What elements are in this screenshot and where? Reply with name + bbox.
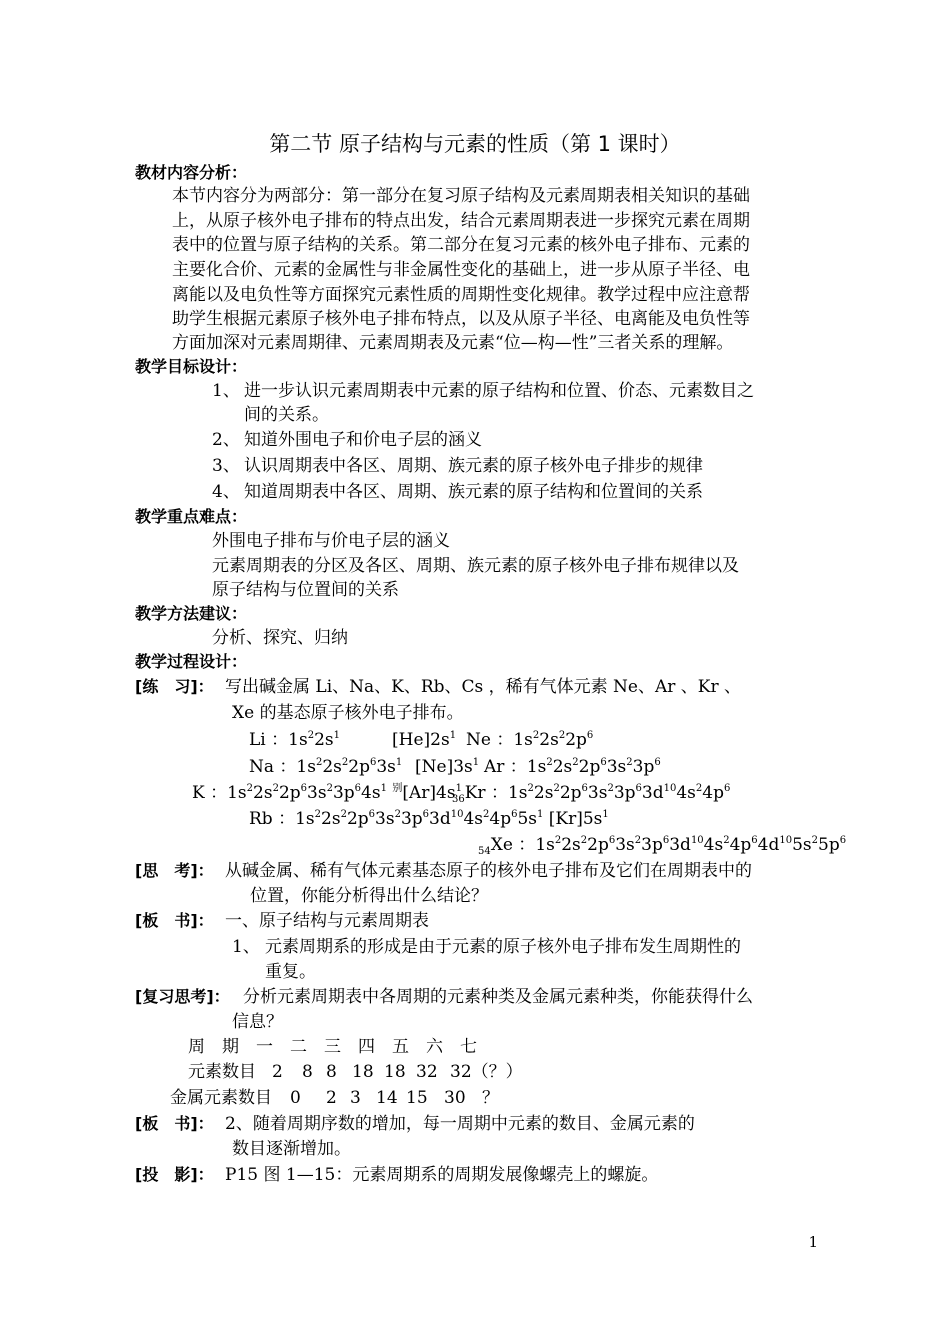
- board-text: 元素周期系的形成是由于元素的原子核外电子排布发生周期性的: [265, 937, 741, 957]
- li-short-configuration: $[He]2s^1$: [392, 730, 457, 750]
- board-text: 一、原子结构与元素周期表: [225, 911, 429, 931]
- goal-number: 3、: [212, 456, 240, 476]
- goal-text: 知道周期表中各区、周期、族元素的原子结构和位置间的关系: [244, 482, 703, 502]
- goal-number: 1、: [212, 381, 240, 401]
- board-text: 重复。: [265, 962, 316, 982]
- analysis-heading: 教材内容分析：: [135, 163, 248, 182]
- na-short-configuration: $[Ne]3s^1$: [415, 757, 480, 777]
- think-text: 从碱金属、稀有气体元素基态原子的核外电子排布及它们在周期表中的: [225, 861, 752, 881]
- period-row-label: 周 期: [188, 1037, 239, 1057]
- key-line: 外围电子排布与价电子层的涵义: [212, 531, 450, 551]
- goal-text: 知道外围电子和价电子层的涵义: [244, 430, 482, 450]
- board-text: 数目逐渐增加。: [232, 1139, 351, 1159]
- k-configuration: K ：$1s^22s^22p^63s^23p^64s^1$ $^别[Ar]4s^1$: [192, 783, 462, 803]
- li-configuration: Li ：$1s^22s^1$: [249, 730, 340, 750]
- exercise-tag: [练 习]：: [135, 677, 214, 696]
- goal-number: 4、: [212, 482, 240, 502]
- think-text: 位置，你能分析得出什么结论？: [250, 886, 488, 906]
- review-text: 分析元素周期表中各周期的元素种类及金属元素种类，你能获得什么: [243, 987, 753, 1007]
- board-text: 2、随着周期序数的增加，每一周期中元素的数目、金属元素的: [225, 1114, 695, 1134]
- exercise-text: Xe 的基态原子核外电子排布。: [232, 703, 464, 723]
- na-configuration: Na ：$1s^22s^22p^63s^1$: [249, 757, 403, 777]
- kr-configuration: $_{36}$Kr ：$1s^22s^22p^63s^23p^63d^{10}4s^24p^6$: [452, 783, 731, 805]
- goal-text-continued: 间的关系。: [244, 405, 329, 425]
- ar-configuration: Ar ：$1s^22s^22p^63s^23p^6$: [484, 757, 661, 777]
- goal-text: 认识周期表中各区、周期、族元素的原子核外电子排步的规律: [244, 456, 703, 476]
- goals-heading: 教学目标设计：: [135, 357, 248, 376]
- analysis-line: 助学生根据元素原子核外电子排布特点，以及从原子半径、电离能及电负性等: [172, 309, 750, 329]
- think-tag: [思 考]：: [135, 861, 214, 880]
- page-number: 1: [808, 1233, 818, 1251]
- goal-text: 进一步认识元素周期表中元素的原子结构和位置、价态、元素数目之: [244, 381, 754, 401]
- review-tag: [复习思考]：: [135, 987, 230, 1006]
- review-text: 信息？: [232, 1012, 283, 1032]
- analysis-line: 上，从原子核外电子排布的特点出发，结合元素周期表进一步探究元素在周期: [172, 211, 750, 231]
- element-count-row: 元素数目 2 8 8 18 18 32 32（？）: [188, 1062, 523, 1082]
- method-heading: 教学方法建议：: [135, 604, 248, 623]
- goal-number: 2、: [212, 430, 240, 450]
- process-heading: 教学过程设计：: [135, 652, 248, 671]
- exercise-text: 写出碱金属 Li、Na、K、Rb、Cs ，稀有气体元素 Ne、Ar 、Kr 、: [225, 677, 742, 697]
- key-line: 元素周期表的分区及各区、周期、族元素的原子核外电子排布规律以及: [212, 556, 739, 576]
- element-count-label: 元素数目: [188, 1062, 256, 1082]
- analysis-line: 表中的位置与原子结构的关系。第二部分在复习元素的核外电子排布、元素的: [172, 235, 750, 255]
- board-tag: [板 书]：: [135, 1114, 214, 1133]
- stray-mark: 别: [392, 783, 403, 794]
- page-title: 第二节 原子结构与元素的性质（第 1 课时）: [269, 132, 681, 156]
- projection-tag: [投 影]：: [135, 1165, 214, 1184]
- analysis-line: 本节内容分为两部分：第一部分在复习原子结构及元素周期表相关知识的基础: [172, 186, 750, 206]
- key-heading: 教学重点难点：: [135, 507, 248, 526]
- metal-count-row: 金属元素数目 0 2 3 14 15 30 ？: [170, 1088, 499, 1108]
- ne-configuration: Ne ：$1s^22s^22p^6$: [466, 730, 594, 750]
- key-line: 原子结构与位置间的关系: [212, 580, 399, 600]
- xe-configuration: $_{54}$Xe ：$1s^22s^22p^63s^23p^63d^{10}4s^24p^64d^{10}5s^25p^6$: [478, 835, 847, 857]
- analysis-line: 离能以及电负性等方面探究元素性质的周期性变化规律。教学过程中应注意帮: [172, 285, 750, 305]
- analysis-line: 方面加深对元素周期律、元素周期表及元素“位—构—性”三者关系的理解。: [172, 333, 734, 353]
- analysis-line: 主要化合价、元素的金属性与非金属性变化的基础上，进一步从原子半径、电: [172, 260, 750, 280]
- metal-count-label: 金属元素数目: [170, 1088, 272, 1108]
- rb-configuration: Rb ：$1s^22s^22p^63s^23p^63d^{10}4s^24p^65s^1$ $[Kr]5s^1$: [249, 809, 609, 829]
- board-tag: [板 书]：: [135, 911, 214, 930]
- period-row: 周 期 一 二 三 四 五 六 七: [188, 1037, 477, 1057]
- projection-text: P15 图 1—15：元素周期系的周期发展像螺壳上的螺旋。: [225, 1165, 659, 1185]
- method-text: 分析、探究、归纳: [212, 628, 348, 648]
- board-number: 1、: [232, 937, 260, 957]
